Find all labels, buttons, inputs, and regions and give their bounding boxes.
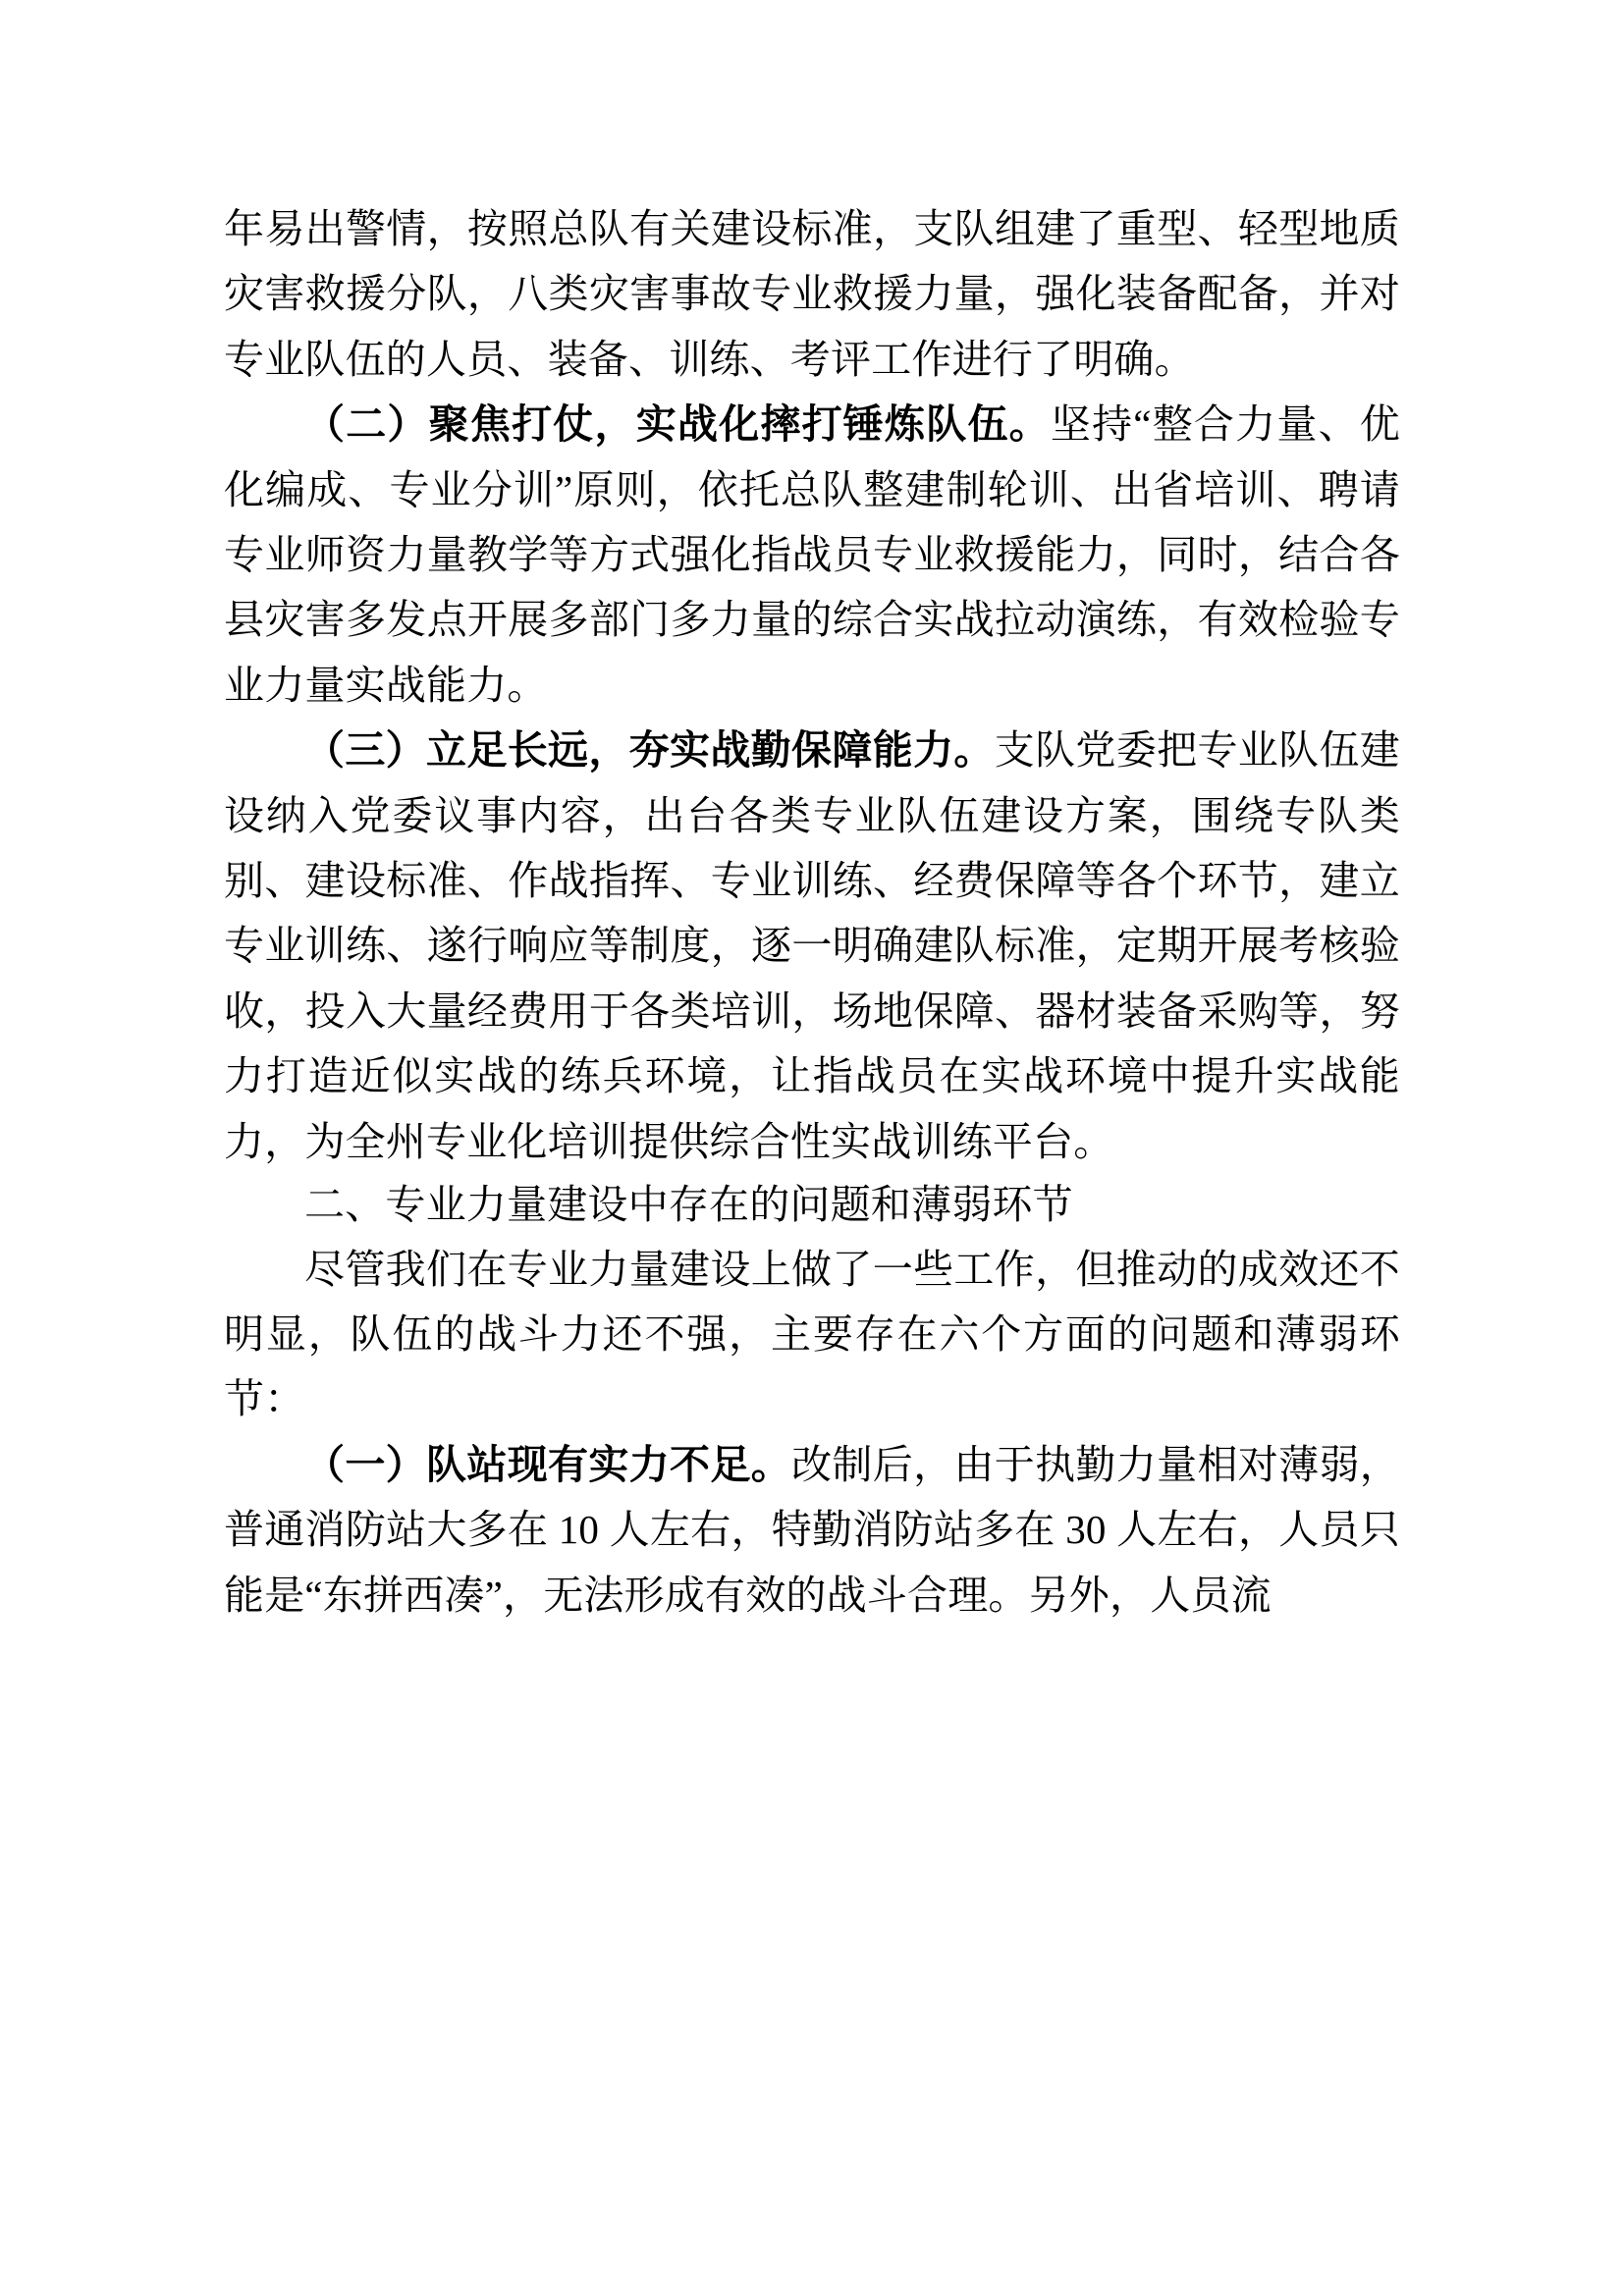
- paragraph-problem-one: [224, 1432, 1400, 1628]
- paragraph-section-two-intro: [224, 1237, 1400, 1432]
- paragraph-text: 改制后，由于执勤力量相对薄弱，普通消防站大多在 10 人左右，特勤消防站多在 30 人左右，人员只能是“东拼西凑”，无法形成有效的战斗合理。另外，人员流: [224, 1441, 1400, 1618]
- paragraph-continuation: [224, 196, 1400, 392]
- paragraph-heading: （二）聚焦打仗，实战化摔打锤炼队伍。: [304, 401, 1051, 448]
- paragraph-heading: （三）立足长远，夯实战勤保障能力。: [304, 727, 995, 774]
- paragraph-text: 尽管我们在专业力量建设上做了一些工作，但推动的成效还不明显，队伍的战斗力还不强，主要存在六个方面的问题和薄弱环节：: [224, 1246, 1400, 1422]
- paragraph-text: 年易出警情，按照总队有关建设标准，支队组建了重型、轻型地质灾害救援分队，八类灾害事故专业救援力量，强化装备配备，并对专业队伍的人员、装备、训练、考评工作进行了明确。: [224, 206, 1400, 382]
- section-heading-text: 二、专业力量建设中存在的问题和薄弱环节: [304, 1182, 1073, 1228]
- section-heading-two: [224, 1174, 1400, 1237]
- paragraph-text: 坚持“整合力量、优化编成、专业分训”原则，依托总队整建制轮训、出省培训、聘请专业师资力量教学等方式强化指战员专业救援能力，同时，结合各县灾害多发点开展多部门多力量的综合实战拉动演练，有效检验专业力量实战能力。: [224, 401, 1400, 708]
- document-body: [224, 196, 1400, 1628]
- paragraph-item-two: [224, 392, 1400, 718]
- paragraph-item-three: [224, 718, 1400, 1174]
- paragraph-text: 支队党委把专业队伍建设纳入党委议事内容，出台各类专业队伍建设方案，围绕专队类别、建设标准、作战指挥、专业训练、经费保障等各个环节，建立专业训练、遂行响应等制度，逐一明确建队标准，定期开展考核验收，投入大量经费用于各类培训，场地保障、器材装备采购等，努力打造近似实战的练兵环境，让指战员在实战环境中提升实战能力，为全州专业化培训提供综合性实战训练平台。: [224, 727, 1400, 1164]
- paragraph-heading: （一）队站现有实力不足。: [304, 1441, 792, 1487]
